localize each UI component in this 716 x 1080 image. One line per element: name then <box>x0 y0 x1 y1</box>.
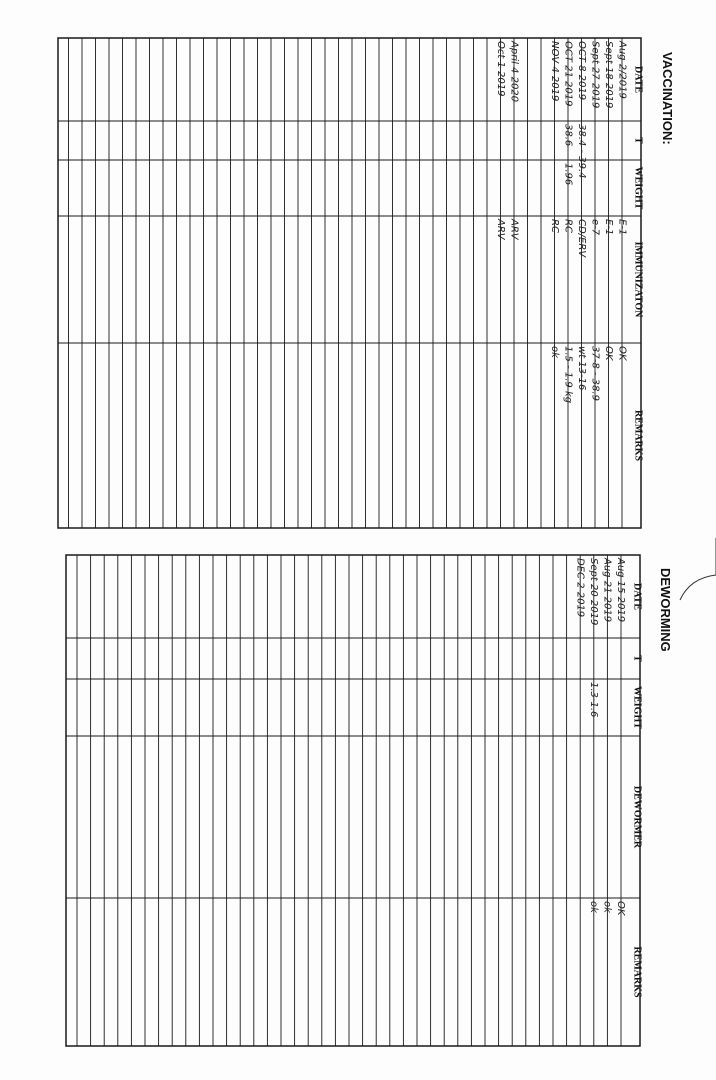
vaccination-header-date: DATE <box>632 65 644 94</box>
vaccination-header-temp: T <box>632 137 644 144</box>
vaccination-cell-immunization: ARV <box>494 219 506 240</box>
vaccination-cell-date: Oct 1 2019 <box>494 41 506 97</box>
vaccination-cell-date: OCT 21 2019 <box>562 41 574 107</box>
vaccination-title: VACCINATION: <box>660 52 675 145</box>
vaccination-cell-immunization: CD/ERV <box>575 219 587 258</box>
deworming-cell-remarks: ok <box>601 901 613 913</box>
vaccination-cell-immunization: E-1 <box>616 219 628 236</box>
vaccination-cell-date: NOV 4 2019 <box>548 41 560 102</box>
vaccination-cell-remarks: 1.5 - 1.9 kg <box>562 346 574 404</box>
vaccination-table <box>58 38 675 528</box>
page-fold-mark <box>680 538 716 600</box>
deworming-cell-weight: 1.3-1.6 <box>588 682 599 718</box>
deworming-header-remarks: REMARKS <box>631 946 643 998</box>
vaccination-cell-immunization: RC <box>562 219 574 233</box>
deworming-cell-date: DEC 2 2019 <box>574 558 586 618</box>
vaccination-cell-temp: 38.4 - 39.4 <box>575 124 587 179</box>
vaccination-cell-immunization: E-1 <box>602 219 614 236</box>
deworming-title: DEWORMING <box>658 568 673 652</box>
deworming-cell-remarks: OK <box>615 901 627 916</box>
deworming-header-weight: WEIGHT <box>631 686 643 729</box>
vaccination-cell-remarks: OK <box>616 346 628 361</box>
vaccination-cell-weight: 1.96 <box>562 163 574 186</box>
vaccination-frame <box>58 38 641 528</box>
vaccination-header-remarks: REMARKS <box>632 409 644 462</box>
deworming-header-date: DATE <box>631 582 643 611</box>
vaccination-cell-remarks: wt 13-16 <box>575 346 587 391</box>
vaccination-cell-date: OCT 8 2019 <box>575 41 587 101</box>
vaccination-cell-remarks: ok <box>548 346 560 358</box>
vaccination-cell-remarks: OK <box>602 346 614 361</box>
vaccination-header-weight: WEIGHT <box>632 166 644 210</box>
vaccination-cell-date: Sept 18 2019 <box>602 41 614 109</box>
vaccination-header-immunization: IMMUNIZATON <box>632 241 644 318</box>
deworming-table <box>66 555 673 1046</box>
vaccination-cell-date: April 4 2020 <box>508 41 520 103</box>
deworming-cell-date: Aug 21 2019 <box>601 558 613 623</box>
deworming-cell-date: Sept 20 2019 <box>588 558 599 626</box>
deworming-header-temp: T <box>631 655 643 662</box>
deworming-cell-date: Aug 15 2019 <box>615 558 627 623</box>
vaccination-cell-remarks: 37-8 - 38.9 <box>589 346 601 401</box>
vaccination-cell-date: Aug 2/2019 <box>616 41 628 99</box>
deworming-frame <box>66 555 640 1046</box>
vaccination-cell-temp: 38.6 <box>562 124 574 147</box>
vaccination-cell-date: Sept 27 2019 <box>589 41 601 109</box>
deworming-header-dewormer: DEWORMER <box>631 785 643 849</box>
vaccination-cell-immunization: RC <box>548 219 560 233</box>
vaccination-cell-immunization: e-7 <box>589 219 601 236</box>
vaccination-cell-immunization: ARV <box>508 219 520 240</box>
deworming-cell-remarks: ok <box>588 901 599 913</box>
